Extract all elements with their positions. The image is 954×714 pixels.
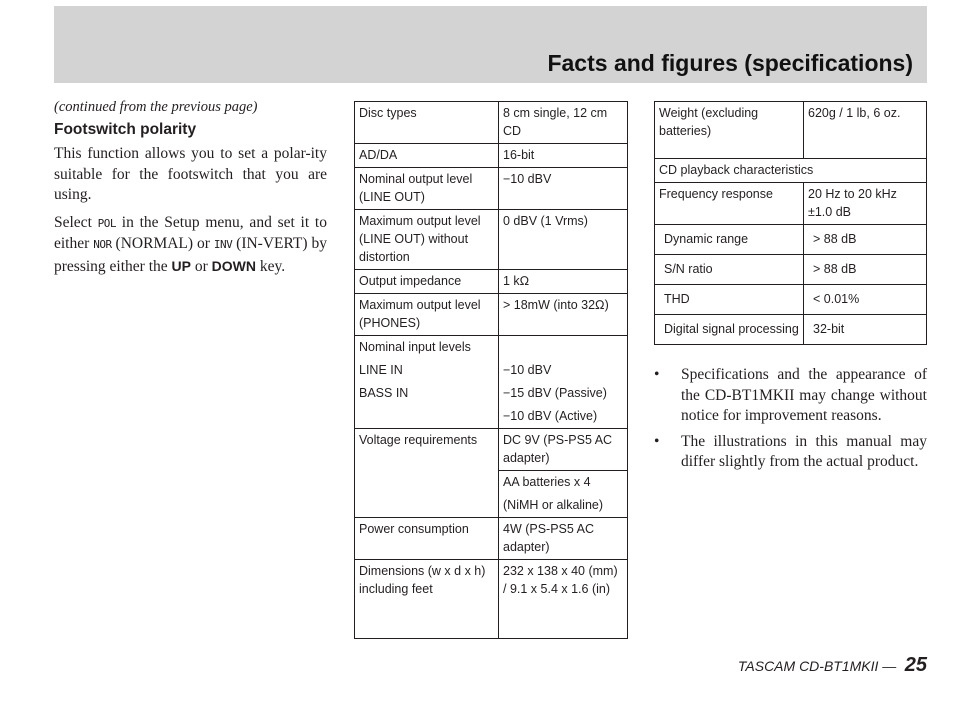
spec-label: Maximum output level (PHONES) bbox=[355, 294, 499, 336]
spec-value: > 18mW (into 32Ω) bbox=[499, 294, 628, 336]
continued-note: (continued from the previous page) bbox=[54, 99, 258, 115]
spec-table-side bbox=[654, 101, 927, 345]
left-column bbox=[54, 99, 327, 284]
spec-label: Power consumption bbox=[355, 518, 499, 560]
spec-label: Digital signal processing bbox=[655, 315, 804, 345]
table-row bbox=[355, 518, 628, 560]
note-text: Specifications and the appearance of the CD-BT1MKII may change without notice for improvement reasons. bbox=[681, 366, 927, 424]
line-in-label: LINE IN bbox=[359, 363, 403, 377]
spec-label: Disc types bbox=[355, 102, 499, 144]
paragraph-footswitch-setting bbox=[54, 213, 327, 278]
note-text: The illustrations in this manual may differ slightly from the actual product. bbox=[681, 432, 927, 470]
spec-value: 20 Hz to 20 kHz ±1.0 dB bbox=[804, 183, 927, 225]
pol-setting-text: POL bbox=[97, 216, 117, 230]
cd-playback-heading: CD playback characteristics bbox=[655, 159, 927, 183]
line-in-value: −10 dBV bbox=[503, 363, 552, 377]
batteries-type-value: (NiMH or alkaline) bbox=[503, 498, 604, 512]
spec-label: Nominal output level (LINE OUT) bbox=[355, 168, 499, 210]
table-row bbox=[355, 102, 628, 144]
section-title: Footswitch polarity bbox=[54, 121, 197, 138]
spec-value: > 88 dB bbox=[804, 225, 927, 255]
spec-value: DC 9V (PS-PS5 AC adapter) bbox=[499, 429, 628, 471]
table-row bbox=[355, 270, 628, 294]
spec-value: 16-bit bbox=[499, 144, 628, 168]
spec-value: 1 kΩ bbox=[499, 270, 628, 294]
spec-label: Output impedance bbox=[355, 270, 499, 294]
bass-active-value: −10 dBV (Active) bbox=[503, 409, 598, 423]
spec-label: Voltage requirements bbox=[355, 429, 499, 518]
down-key-text: DOWN bbox=[211, 257, 256, 274]
text-mid2: (NORMAL) or bbox=[111, 235, 214, 252]
table-row bbox=[655, 159, 927, 183]
table-row bbox=[355, 336, 628, 429]
list-item bbox=[654, 432, 927, 473]
bass-in-label: BASS IN bbox=[359, 386, 409, 400]
spec-value: −10 dBV bbox=[499, 168, 628, 210]
spec-value-batteries bbox=[499, 471, 628, 518]
table-row bbox=[355, 144, 628, 168]
table-row bbox=[655, 183, 927, 225]
paragraph-footswitch-intro: This function allows you to set a polar-ity suitable for the footswitch that you are using. bbox=[54, 145, 327, 203]
inv-setting-text: INV bbox=[213, 238, 233, 251]
spec-value: 8 cm single, 12 cm CD bbox=[499, 102, 628, 144]
spec-value: 32-bit bbox=[804, 315, 927, 345]
list-item bbox=[654, 365, 927, 427]
spec-table-main bbox=[354, 101, 628, 639]
spec-value: 0 dBV (1 Vrms) bbox=[499, 210, 628, 270]
notes-list bbox=[654, 365, 927, 478]
table-row bbox=[655, 102, 927, 159]
bullet-icon: • bbox=[654, 432, 660, 450]
spec-label: Maximum output level (LINE OUT) without distortion bbox=[355, 210, 499, 270]
nominal-input-label: Nominal input levels bbox=[359, 340, 471, 354]
table-row bbox=[355, 210, 628, 270]
batteries-value: AA batteries x 4 bbox=[503, 475, 591, 489]
page-number: 25 bbox=[904, 654, 927, 676]
text-mid1: in the Setup menu, and set it to either bbox=[54, 213, 327, 252]
spec-label: S/N ratio bbox=[655, 255, 804, 285]
bullet-icon: • bbox=[654, 366, 660, 383]
footer-brand: TASCAM CD-BT1MKII — bbox=[737, 658, 897, 674]
spec-label: Frequency response bbox=[655, 183, 804, 225]
table-row bbox=[655, 255, 927, 285]
page-footer bbox=[738, 654, 927, 677]
spec-label: THD bbox=[655, 285, 804, 315]
text-end: key. bbox=[255, 257, 286, 275]
spec-label: AD/DA bbox=[355, 144, 499, 168]
table-row bbox=[355, 560, 628, 639]
text-select: Select bbox=[54, 213, 98, 231]
nor-setting-text: NOR bbox=[93, 238, 112, 251]
bass-passive-value: −15 dBV (Passive) bbox=[503, 386, 607, 400]
header-band bbox=[54, 6, 927, 83]
table-row bbox=[655, 285, 927, 315]
spec-label-nominal-input bbox=[355, 336, 499, 429]
spec-value-nominal-input bbox=[499, 336, 628, 429]
spec-value: < 0.01% bbox=[804, 285, 927, 315]
table-row bbox=[355, 294, 628, 336]
table-row bbox=[655, 315, 927, 345]
spec-value: 232 x 138 x 40 (mm) / 9.1 x 5.4 x 1.6 (in) bbox=[499, 560, 628, 639]
page-title: Facts and figures (specifications) bbox=[547, 50, 913, 76]
text-or: or bbox=[190, 257, 212, 275]
spec-value: 620g / 1 lb, 6 oz. bbox=[804, 102, 927, 159]
spec-value: 4W (PS-PS5 AC adapter) bbox=[499, 518, 628, 560]
text-mid3: (IN-VERT) by pressing either the bbox=[54, 235, 327, 275]
up-key-text: UP bbox=[171, 257, 191, 274]
spec-label: Weight (excluding batteries) bbox=[655, 102, 804, 159]
table-row bbox=[655, 225, 927, 255]
spec-label: Dimensions (w x d x h) including feet bbox=[355, 560, 499, 639]
table-row bbox=[355, 429, 628, 471]
spec-value: > 88 dB bbox=[804, 255, 927, 285]
spec-label: Dynamic range bbox=[655, 225, 804, 255]
table-row bbox=[355, 168, 628, 210]
